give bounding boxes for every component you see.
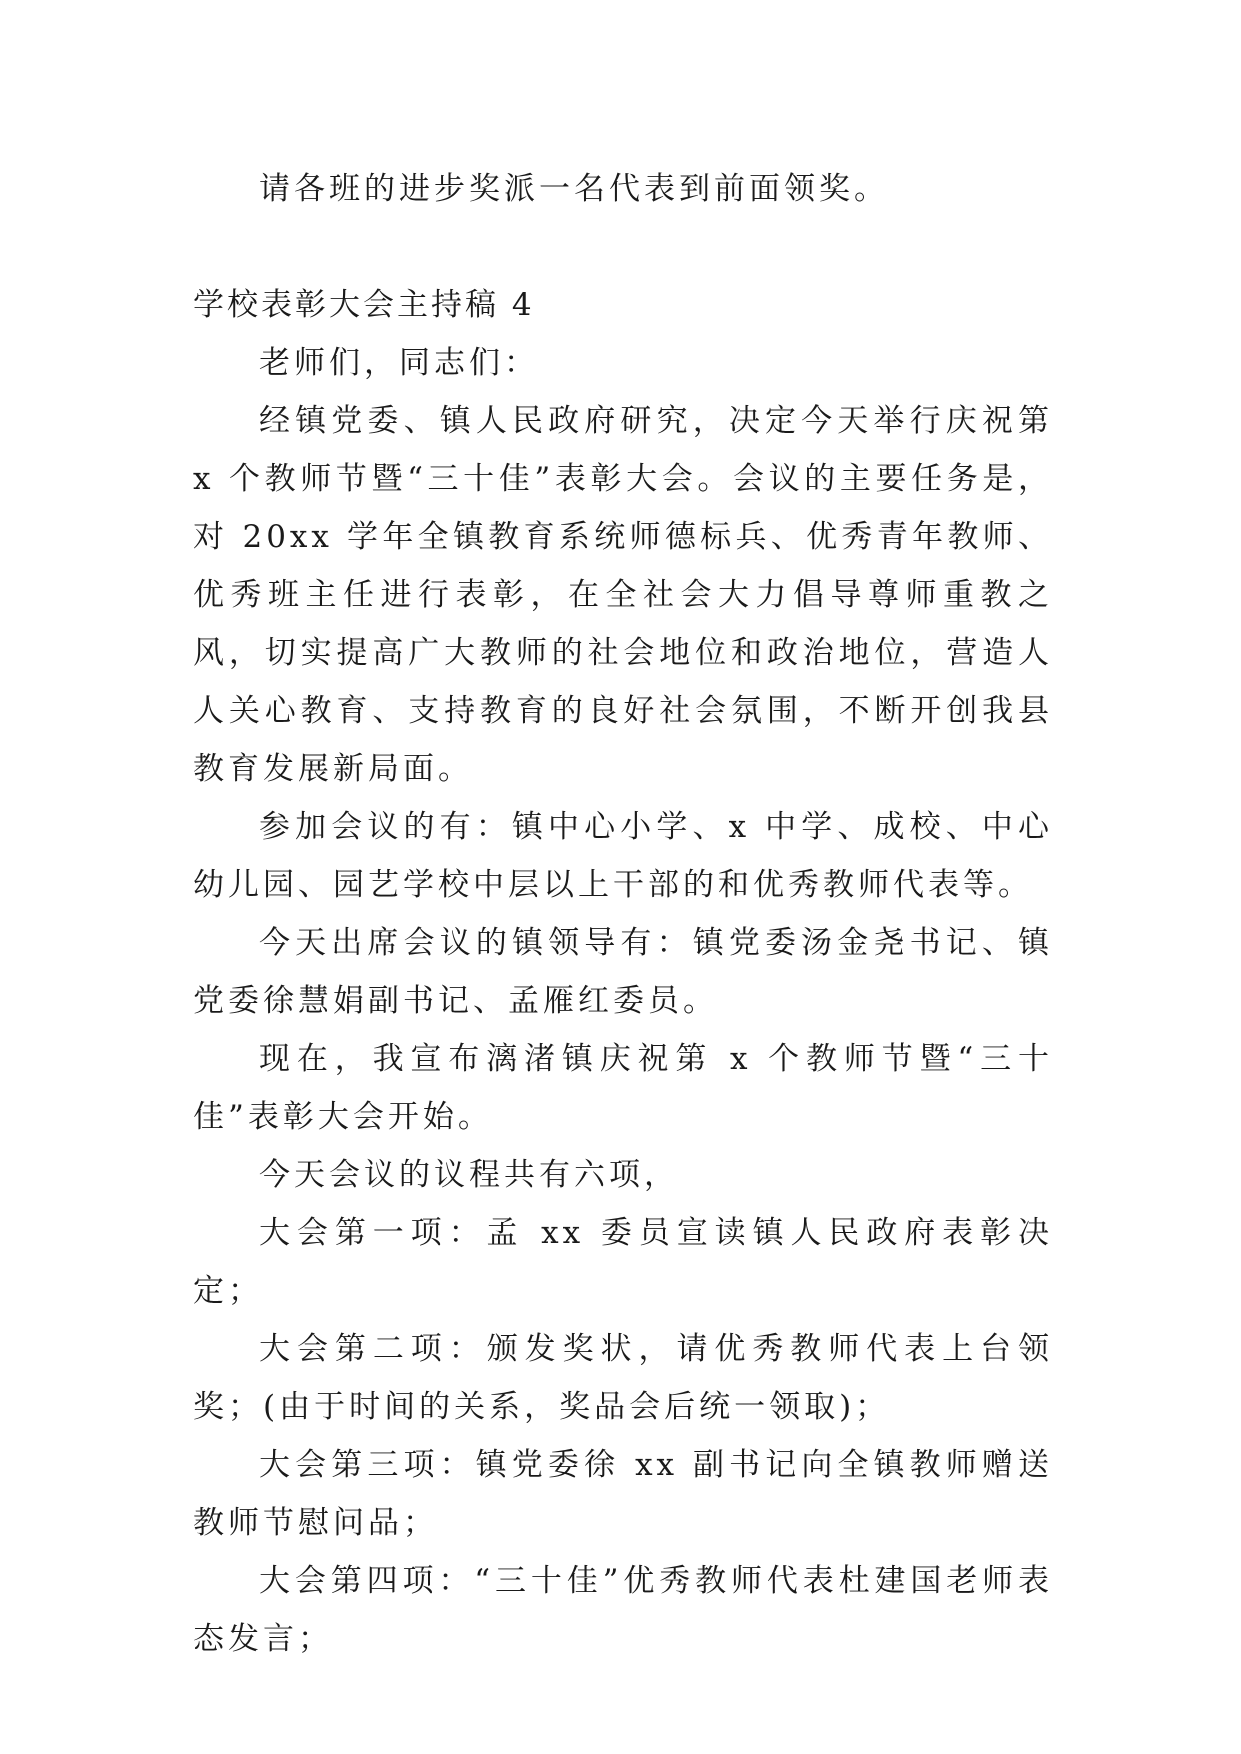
paragraph-agenda-item-2: 大会第二项：颁发奖状，请优秀教师代表上台领奖；(由于时间的关系，奖品会后统一领取)； xyxy=(193,1331,1053,1425)
paragraph-agenda-item-1: 大会第一项：孟 xx 委员宣读镇人民政府表彰决定； xyxy=(193,1215,1053,1309)
paragraph-agenda-item-4: 大会第四项：“三十佳”优秀教师代表杜建国老师表态发言； xyxy=(193,1563,1053,1657)
paragraph-leaders: 今天出席会议的镇领导有：镇党委汤金尧书记、镇党委徐慧娟副书记、孟雁红委员。 xyxy=(193,925,1053,1019)
paragraph-agenda-item-3: 大会第三项：镇党委徐 xx 副书记向全镇教师赠送教师节慰问品； xyxy=(193,1447,1053,1541)
paragraph-opening: 现在，我宣布漓渚镇庆祝第 x 个教师节暨“三十佳”表彰大会开始。 xyxy=(193,1041,1053,1135)
paragraph-meeting-purpose: 经镇党委、镇人民政府研究，决定今天举行庆祝第 x 个教师节暨“三十佳”表彰大会。会议的主要任务是，对 20xx 学年全镇教育系统师德标兵、优秀青年教师、优秀班主任进行表彰，在全社会大力倡导尊师重教之风，切实提高广大教师的社会地位和政治地位，营造人人关心教育、支持教育的良好社会氛围，不断开创我县教育发展新局面。 xyxy=(193,403,1053,787)
paragraph-agenda-intro: 今天会议的议程共有六项， xyxy=(259,1157,679,1193)
paragraph-greeting: 老师们，同志们： xyxy=(259,345,539,381)
paragraph-attendees: 参加会议的有：镇中心小学、x 中学、成校、中心幼儿园、园艺学校中层以上干部的和优秀教师代表等。 xyxy=(193,809,1053,903)
paragraph-award-instruction: 请各班的进步奖派一名代表到前面领奖。 xyxy=(259,171,889,207)
paragraph-gap xyxy=(193,218,1053,276)
section-heading: 学校表彰大会主持稿 4 xyxy=(193,287,535,323)
document-body xyxy=(193,160,1053,1668)
